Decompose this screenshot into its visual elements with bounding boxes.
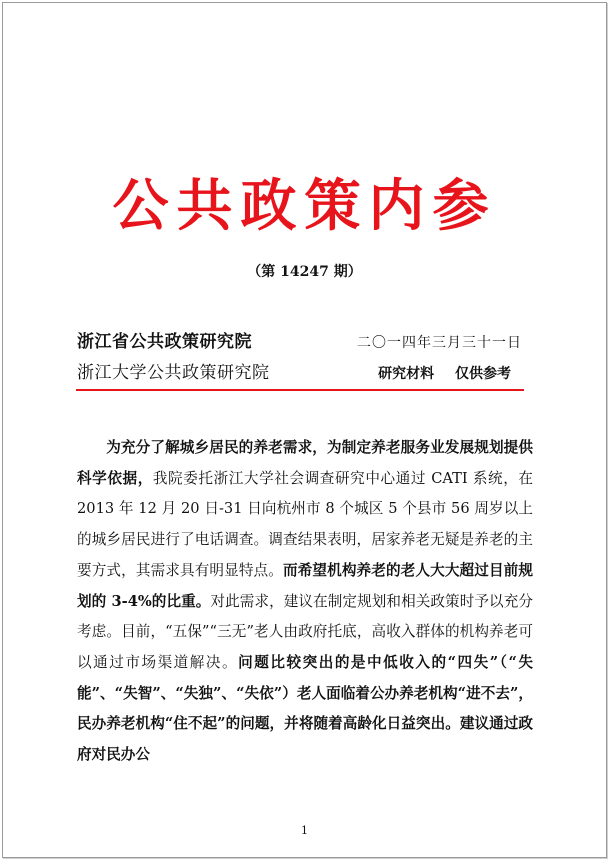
publication-date: 二〇一四年三月三十一日 bbox=[357, 335, 522, 351]
body-bold-4: 问题比较突出的是中低收入的“四失”（“失能”、“失智”、“失独”、“失依”）老人面临着公办养老机构“进不去”，民办养老机构“住不起”的问题，并将随着高龄化日益突出。建议通过政府对民办公 bbox=[77, 653, 533, 764]
header-row-secondary bbox=[77, 358, 525, 383]
publishing-org-secondary: 浙江大学公共政策研究院 bbox=[77, 363, 270, 383]
document-note: 研究材料 仅供参考 bbox=[378, 366, 511, 382]
body-text-1: 我院委托浙江大学社会调查研究中心通过 CATI 系统，在 2013 年 12 月 20 日-31 日向杭州市 8 个城区 5 个县市 56 周岁以上的城乡居民进行了电话调查。调查结果表明，居家养老无疑是养老的主要方式，其需求具有明显特点。 bbox=[77, 469, 533, 579]
body-text-3: 对此需求，建议在制定规划和相关政策时予以充分考虑。目前，“五保”“三无”老人由政府托底，高收入群体的机构养老可以通过市场渠道解决。 bbox=[77, 592, 533, 671]
header-divider bbox=[76, 389, 524, 391]
body-paragraph bbox=[77, 433, 533, 771]
issue-number: （第 14247 期） bbox=[247, 264, 362, 280]
masthead-title: 公共政策内参 bbox=[112, 174, 497, 239]
header-row-primary bbox=[77, 327, 525, 352]
page-number: 1 bbox=[301, 824, 308, 837]
publishing-org-primary: 浙江省公共政策研究院 bbox=[77, 332, 252, 352]
body-lead-bold: 为充分了解城乡居民的养老需求，为制定养老服务业发展规划提供科学依据， bbox=[77, 439, 533, 487]
body-bold-2: 而希望机构养老的老人大大超过目前规划的 3-4%的比重。 bbox=[77, 561, 533, 610]
